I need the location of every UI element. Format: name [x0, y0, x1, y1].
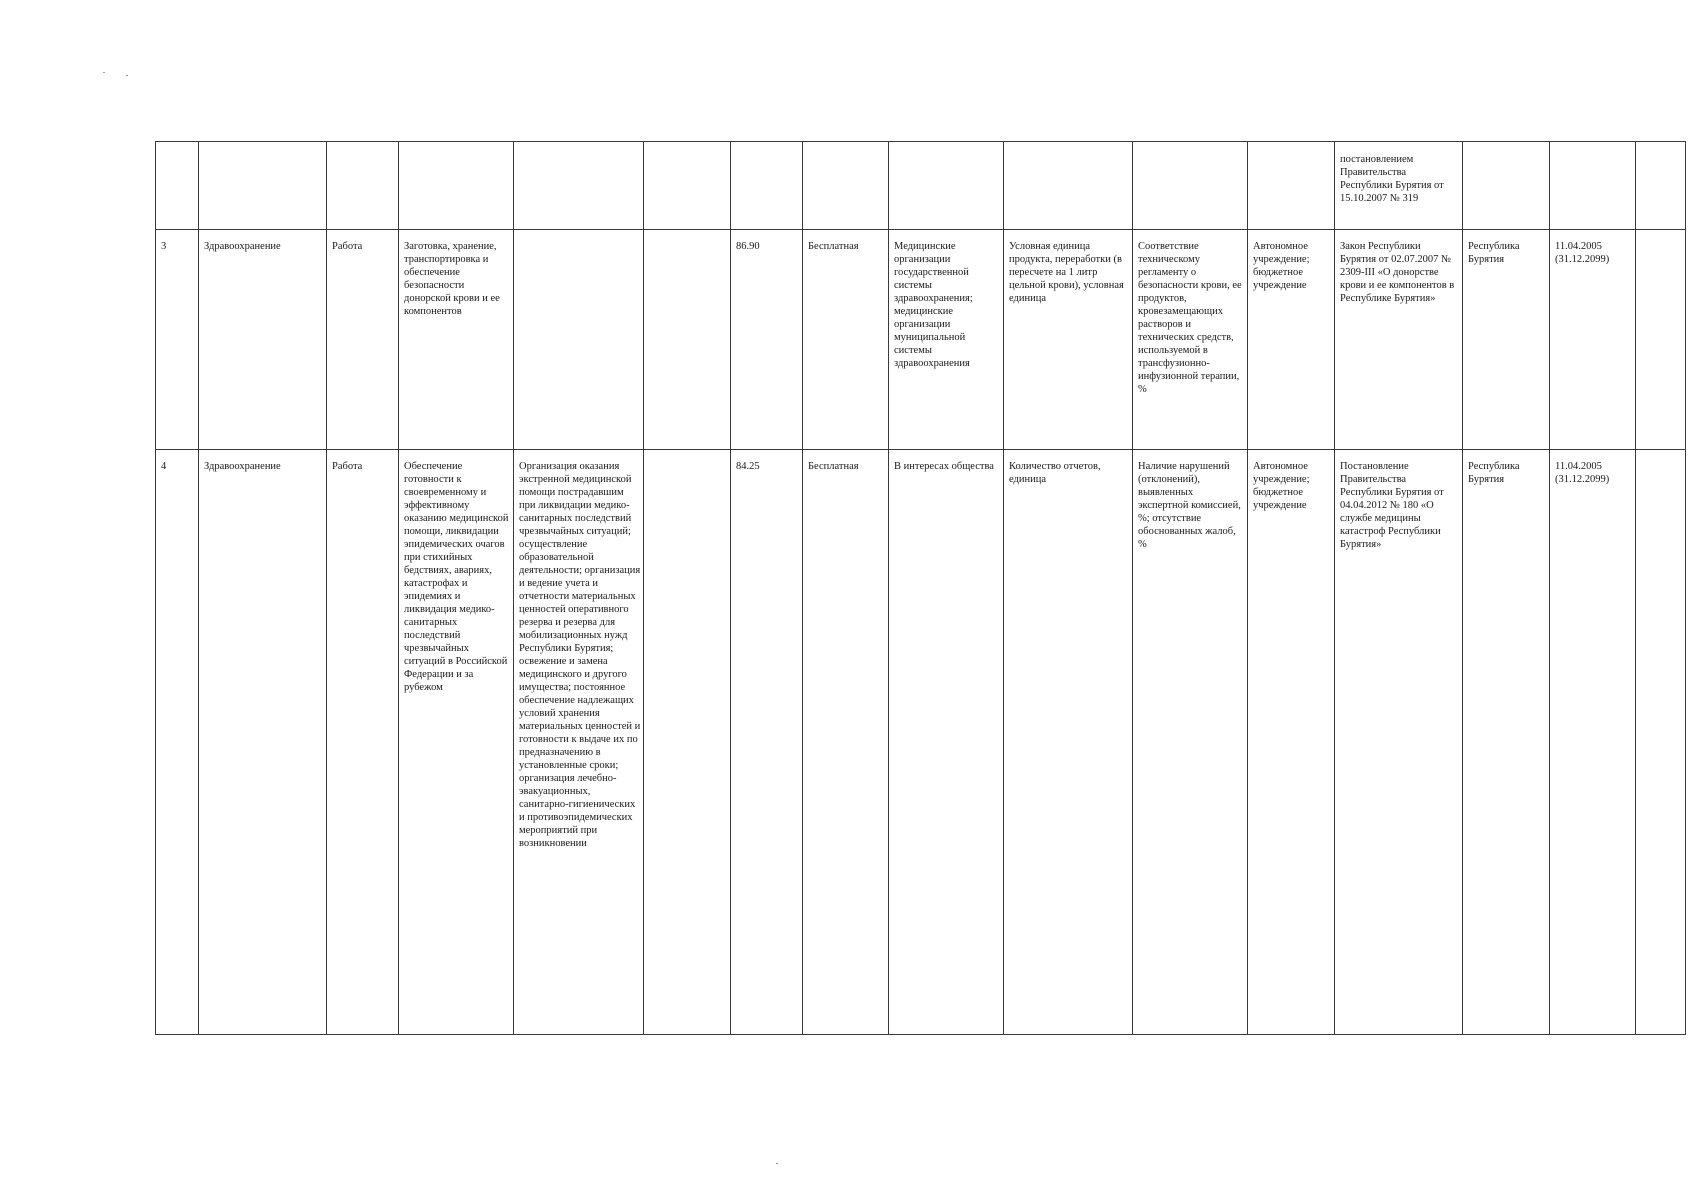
cell-kind: Работа — [327, 230, 399, 450]
cell-dates — [1550, 142, 1636, 230]
cell-legal-basis: постановлением Правительства Республики Бурятия от 15.10.2007 № 319 — [1335, 142, 1463, 230]
cell-kind: Работа — [327, 450, 399, 1035]
cell-last — [1636, 142, 1686, 230]
cell-extra — [644, 230, 731, 450]
cell-content — [514, 142, 644, 230]
cell-region: Республика Бурятия — [1463, 450, 1550, 1035]
cell-extra — [644, 450, 731, 1035]
cell-payment: Бесплатная — [803, 230, 889, 450]
cell-num: 3 — [156, 230, 199, 450]
cell-institution-type: Автономное учреждение; бюджетное учреждение — [1248, 230, 1335, 450]
cell-consumers: В интересах общества — [889, 450, 1004, 1035]
cell-content — [514, 230, 644, 450]
cell-volume-unit — [1004, 142, 1133, 230]
cell-code — [731, 142, 803, 230]
cell-institution-type: Автономное учреждение; бюджетное учреждение — [1248, 450, 1335, 1035]
cell-last — [1636, 230, 1686, 450]
cell-dates: 11.04.2005 (31.12.2099) — [1550, 230, 1636, 450]
cell-sphere — [199, 142, 327, 230]
scan-speck — [103, 72, 105, 73]
cell-legal-basis: Закон Республики Бурятия от 02.07.2007 № 2309-III «О донорстве крови и ее компонентов в Республике Бурятия» — [1335, 230, 1463, 450]
cell-content: Организация оказания экстренной медицинской помощи пострадавшим при ликвидации медико-санитарных последствий чрезвычайных ситуаций; осуществление образовательной деятельности; организация и ведение учета и отчетности материальных ценностей оперативного резерва и резерва для мобилизационных нужд Республики Бурятия; освежение и замена медицинского и другого имущества; постоянное обеспечение надлежащих условий хранения материальных ценностей и готовности к выдаче их по предназначению в установленные сроки; организация лечебно-эвакуационных, санитарно-гигиенических и противоэпидемических мероприятий при возникновении — [514, 450, 644, 1035]
cell-num: 4 — [156, 450, 199, 1035]
cell-quality — [1133, 142, 1248, 230]
cell-sphere: Здравоохранение — [199, 230, 327, 450]
cell-consumers — [889, 142, 1004, 230]
cell-extra — [644, 142, 731, 230]
cell-institution-type — [1248, 142, 1335, 230]
cell-sphere: Здравоохранение — [199, 450, 327, 1035]
cell-quality: Наличие нарушений (отклонений), выявленных экспертной комиссией, %; отсутствие обоснованных жалоб, % — [1133, 450, 1248, 1035]
cell-last — [1636, 450, 1686, 1035]
cell-name: Обеспечение готовности к своевременному и эффективному оказанию медицинской помощи, ликвидации эпидемических очагов при стихийных бедствиях, авариях, катастрофах и эпидемиях и ликвидация медико-санитарных последствий чрезвычайных ситуаций в Российской Федерации и за рубежом — [399, 450, 514, 1035]
registry-table — [155, 141, 1686, 1035]
scan-speck — [776, 1163, 778, 1164]
cell-num — [156, 142, 199, 230]
cell-legal-basis: Постановление Правительства Республики Бурятия от 04.04.2012 № 180 «О службе медицины катастроф Республики Бурятия» — [1335, 450, 1463, 1035]
cell-dates: 11.04.2005 (31.12.2099) — [1550, 450, 1636, 1035]
cell-volume-unit: Количество отчетов, единица — [1004, 450, 1133, 1035]
cell-code: 84.25 — [731, 450, 803, 1035]
cell-quality: Соответствие техническому регламенту о безопасности крови, ее продуктов, кровезамещающих растворов и технических средств, используемой в трансфузионно-инфузионной терапии, % — [1133, 230, 1248, 450]
table-row — [156, 450, 1686, 1035]
table-row — [156, 230, 1686, 450]
scan-speck — [126, 75, 128, 76]
cell-payment: Бесплатная — [803, 450, 889, 1035]
table-row — [156, 142, 1686, 230]
cell-volume-unit: Условная единица продукта, переработки (в пересчете на 1 литр цельной крови), условная единица — [1004, 230, 1133, 450]
cell-code: 86.90 — [731, 230, 803, 450]
cell-payment — [803, 142, 889, 230]
cell-consumers: Медицинские организации государственной системы здравоохранения; медицинские организации муниципальной системы здравоохранения — [889, 230, 1004, 450]
cell-region — [1463, 142, 1550, 230]
cell-region: Республика Бурятия — [1463, 230, 1550, 450]
cell-kind — [327, 142, 399, 230]
cell-name: Заготовка, хранение, транспортировка и обеспечение безопасности донорской крови и ее компонентов — [399, 230, 514, 450]
cell-name — [399, 142, 514, 230]
